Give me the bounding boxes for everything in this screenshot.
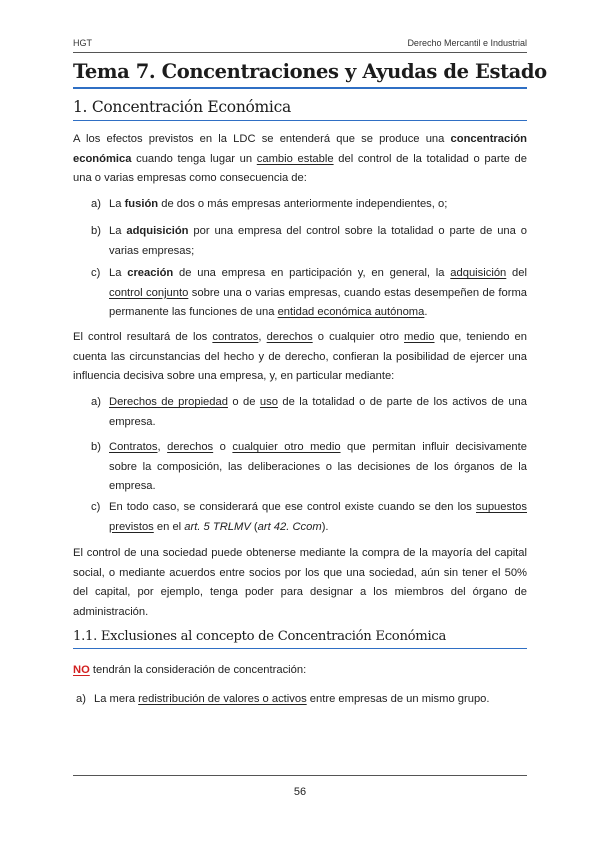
- no-emphasis: NO: [73, 664, 90, 676]
- list-marker: c): [91, 267, 101, 279]
- list-item: c) La creación de una empresa en participación y, en general, la adquisición del control conjunto sobre una o varias empresas, cuando estas desempeñen de forma permanente las funciones de una entidad económica autónoma.: [91, 264, 527, 323]
- section-heading-1-1: 1.1. Exclusiones al concepto de Concentración Económica: [73, 629, 527, 649]
- list-item: b) La adquisición por una empresa del control sobre la totalidad o parte de una o varias empresas;: [91, 222, 527, 261]
- page-number: 56: [293, 786, 307, 798]
- list-item: c) En todo caso, se considerará que ese control existe cuando se den los supuestos previstos en el art. 5 TRLMV (art 42. Ccom).: [91, 498, 527, 537]
- list-marker: a): [76, 693, 86, 705]
- term-concentracion: concentración económica: [73, 133, 527, 165]
- term-cambio-estable: cambio estable: [256, 152, 334, 165]
- list-item: a) La fusión de dos o más empresas anteriormente independientes, o;: [91, 195, 527, 215]
- list-marker: b): [91, 441, 101, 453]
- footer-rule: [73, 775, 527, 776]
- page-title: Tema 7. Concentraciones y Ayudas de Estado: [73, 60, 527, 89]
- list-item: b) Contratos, derechos o cualquier otro medio que permitan influir decisivamente sobre la composición, las deliberaciones o las decisiones de los órganos de la empresa.: [91, 438, 527, 497]
- list-item: a) La mera redistribución de valores o activos entre empresas de un mismo grupo.: [76, 690, 527, 710]
- capital-paragraph: El control de una sociedad puede obtenerse mediante la compra de la mayoría del capital social, o mediante acuerdos entre socios por los que una sociedad, aún sin tener el 50% del capital, por ejemplo, tenga poder para designar a los miembros del órgano de administración.: [73, 547, 527, 618]
- section-heading-1: 1. Concentración Económica: [73, 98, 527, 121]
- header-left: HGT: [73, 38, 92, 48]
- list-marker: a): [91, 198, 101, 210]
- list-marker: a): [91, 396, 101, 408]
- intro-paragraph: A los efectos previstos en la LDC se entenderá que se produce una concentración económica cuando tenga lugar un cambio estable del control de la totalidad o parte de una o varias empresas como consecuencia de:: [73, 133, 528, 184]
- header-right: Derecho Mercantil e Industrial: [407, 38, 527, 48]
- page-header: [73, 38, 527, 53]
- control-paragraph: El control resultará de los contratos, derechos o cualquier otro medio que, teniendo en cuenta las circunstancias del hecho y de derecho, confieran la posibilidad de ejercer una influencia decisiva sobre una empresa, y, en particular mediante:: [73, 331, 528, 382]
- list-marker: c): [91, 501, 101, 513]
- list-marker: b): [91, 225, 101, 237]
- list-item: a) Derechos de propiedad o de uso de la totalidad o de parte de los activos de una empresa.: [91, 393, 527, 432]
- exclusion-intro: NO tendrán la consideración de concentración:: [73, 664, 307, 676]
